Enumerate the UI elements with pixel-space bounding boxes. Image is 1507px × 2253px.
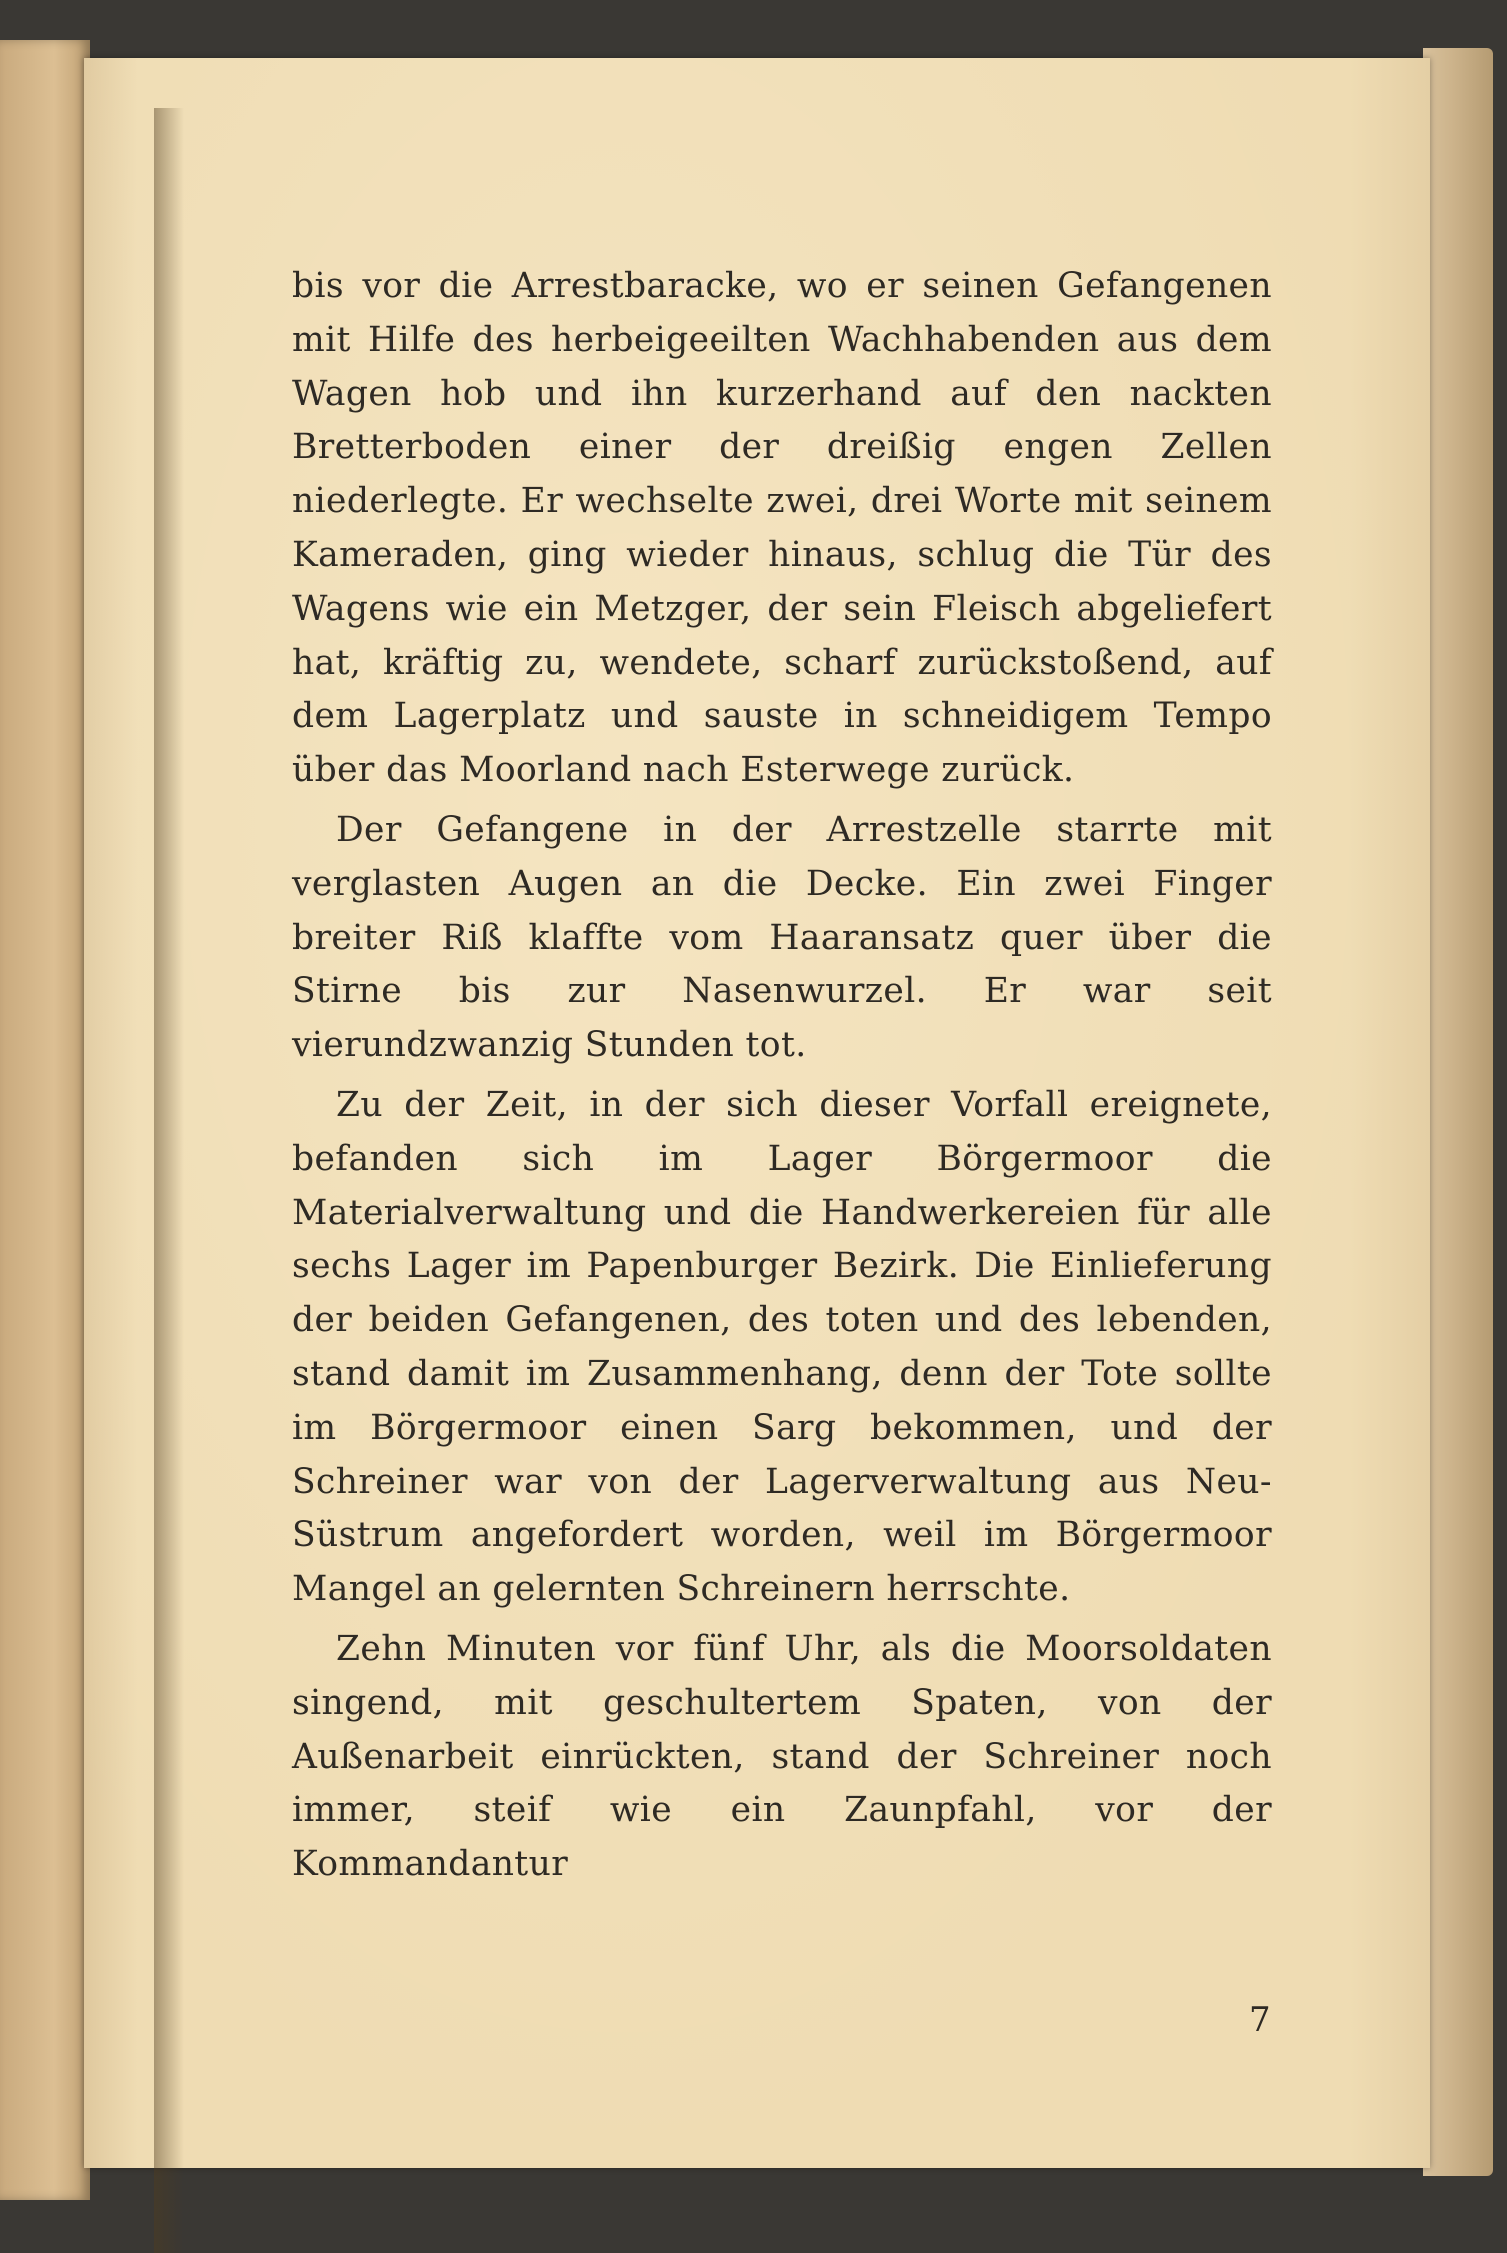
page-number: 7 — [1249, 2000, 1271, 2040]
paragraph-3: Zu der Zeit, in der sich dieser Vorfall ereignete, befanden sich im Lager Börgermoor die Materialverwaltung und die Handwerkereien für alle sechs Lager im Papenburger Bezirk. Die Einlieferung der beiden Gefangenen, des toten und des lebenden, stand damit im Zusammenhang, denn der Tote sollte im Börgermoor einen Sarg bekommen, und der Schreiner war von der Lagerverwaltung aus Neu-Süstrum angefordert worden, weil im Börgermoor Mangel an gelernten Schreinern herrschte. — [292, 1084, 1272, 1610]
page-text — [292, 260, 1272, 1898]
paragraph-2: Der Gefangene in der Arrestzelle starrte mit verglasten Augen an die Decke. Ein zwei Finger breiter Riß klaffte vom Haaransatz quer über die Stirne bis zur Nasenwurzel. Er war seit vierundzwanzig Stunden tot. — [292, 809, 1272, 1066]
paragraph-4: Zehn Minuten vor fünf Uhr, als die Moorsoldaten singend, mit geschultertem Spaten, von der Außenarbeit einrückten, stand der Schreiner noch immer, steif wie ein Zaunpfahl, vor der Kommandantur — [292, 1628, 1272, 1885]
paragraph-1: bis vor die Arrestbaracke, wo er seinen Gefangenen mit Hilfe des herbeigeeilten Wachhabenden aus dem Wagen hob und ihn kurzerhand auf den nackten Bretterboden einer der dreißig engen Zellen niederlegte. Er wechselte zwei, drei Worte mit seinem Kameraden, ging wieder hinaus, schlug die Tür des Wagens wie ein Metzger, der sein Fleisch abgeliefert hat, kräftig zu, wendete, scharf zurückstoßend, auf dem Lagerplatz und sauste in schneidigem Tempo über das Moorland nach Esterwege zurück. — [292, 266, 1272, 791]
book-cover-edge — [1423, 48, 1493, 2176]
book-page — [84, 58, 1430, 2168]
spine-shadow — [154, 108, 184, 2253]
previous-page-edge — [0, 40, 90, 2200]
